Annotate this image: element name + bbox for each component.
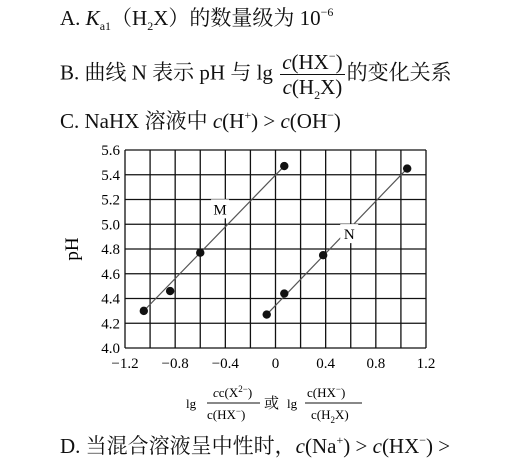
data-point-N [280, 289, 288, 297]
option-a: A. $K_{a1}(H_2X)$的数量级为 $10^{-6}$ [60, 5, 334, 33]
series-label-M: M [213, 202, 227, 219]
data-point-N [403, 164, 411, 172]
x-label-num2: c(HX [307, 385, 336, 400]
option-b: B. 曲线 N 表示 pH 与 lg $\frac{c(HX^-)}{c(H_2X)}$ 的变化关系 [60, 49, 452, 103]
y-tick-label: 4.2 [101, 316, 120, 333]
data-point-M [196, 249, 204, 257]
y-tick-label: 5.6 [101, 143, 120, 159]
x-label-den1: c(HX [207, 407, 236, 422]
y-tick-label: 5.4 [101, 167, 120, 184]
x-label-den2: c(H [311, 407, 331, 422]
x-tick-label: −1.2 [111, 356, 139, 372]
x-tick-label: 0.8 [366, 356, 386, 372]
data-point-M [280, 162, 288, 170]
svg-text:c(HX−): c(HX−) [307, 384, 346, 400]
svg-text:lg: lg [186, 396, 197, 411]
x-label-num1: c(X [218, 385, 239, 400]
x-tick-label: −0.4 [211, 356, 239, 372]
option-d: D. 当混合溶液呈中性时，c(Na+) > c(HX−) > [60, 433, 451, 458]
x-tick-label: 0.4 [316, 356, 336, 372]
x-tick-label: 1.2 [416, 356, 436, 372]
data-point-M [166, 287, 174, 295]
y-tick-label: 4.4 [101, 291, 120, 308]
data-point-M [140, 307, 148, 315]
series-label-N: N [343, 227, 355, 244]
x-tick-label: −0.8 [161, 356, 189, 372]
x-tick-label: 0 [271, 356, 280, 372]
y-tick-label: 4.8 [101, 242, 120, 258]
data-point-N [263, 310, 271, 318]
data-point-N [319, 251, 327, 259]
y-tick-label: 5.2 [101, 192, 120, 209]
svg-text:或: 或 [264, 396, 280, 412]
y-tick-label: 4.0 [101, 341, 120, 357]
y-tick-label: 4.6 [101, 266, 120, 283]
option-b-fraction: $\frac{c(HX^-)}{c(H_2X)}$ [282, 49, 343, 103]
x-axis-label [186, 384, 362, 425]
svg-text:cc(X2−): $cc(X^{2-})$ [213, 384, 253, 400]
series-line-M [144, 166, 284, 311]
y-tick-label: 5.0 [101, 217, 120, 234]
svg-text:c(HX−): c(HX−) [207, 406, 246, 422]
ka1-symbol: K [85, 6, 100, 30]
svg-text:lg: lg [287, 396, 298, 411]
option-c: C. NaHX 溶液中 c(H+) > c(OH−) [60, 108, 341, 133]
y-axis-label: pH [62, 237, 83, 261]
svg-text:c(H2X): $c(H_2X)$ [311, 407, 349, 425]
